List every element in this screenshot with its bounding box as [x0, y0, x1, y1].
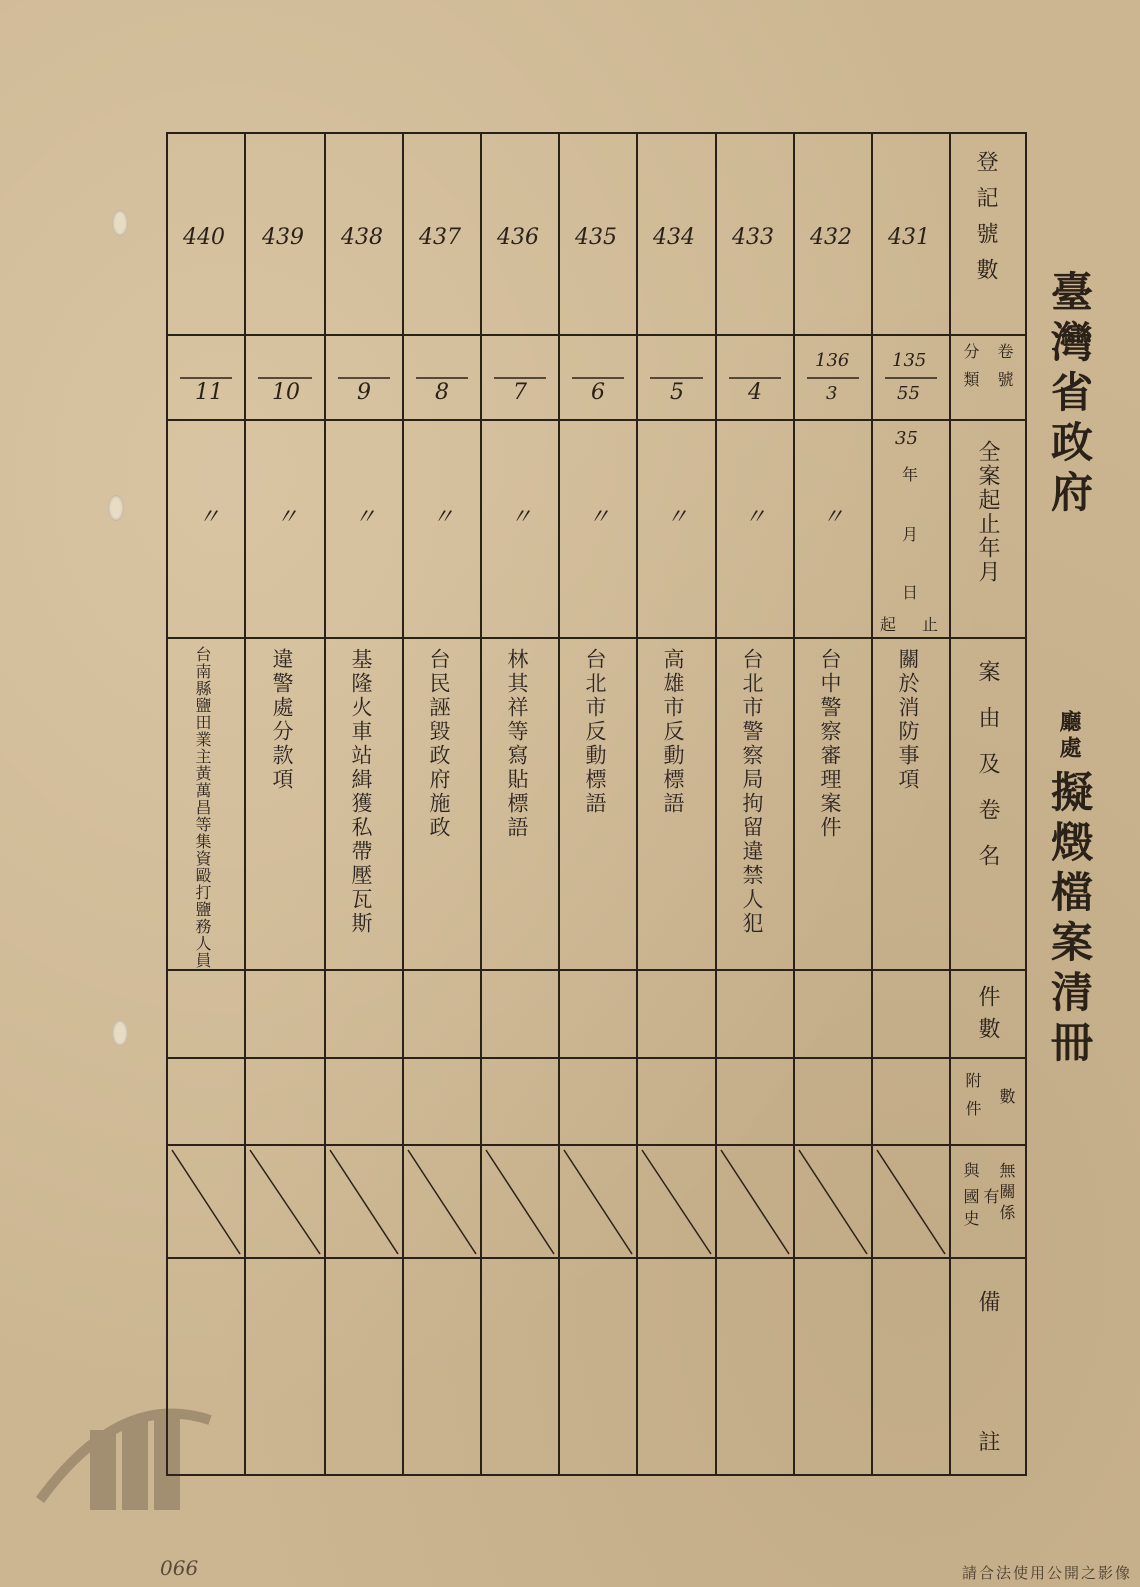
case-name-439: 違警處分款項 [270, 648, 294, 792]
case-name-431: 關於消防事項 [896, 648, 920, 792]
page-number: 066 [160, 1556, 199, 1580]
class-number-437: 8 [435, 380, 449, 405]
class-number-431: 55 [897, 383, 920, 404]
period-434: 〃 [666, 505, 689, 530]
header-history-no: 無關係 [997, 1162, 1016, 1225]
header-case-name: 案由及卷名 [975, 660, 1000, 890]
reg-number-431: 431 [888, 225, 930, 250]
header-count: 件數 [975, 985, 1000, 1049]
period-start-label: 起 [880, 615, 897, 634]
vol-number-432: 136 [815, 350, 850, 371]
header-vol-no: 卷號 [995, 343, 1014, 399]
period-month-label: 月 [902, 525, 919, 544]
period-day-label: 日 [902, 583, 919, 602]
footer-usage-notice: 請合法使用公開之影像 [961, 1564, 1132, 1582]
vol-number-431: 135 [892, 350, 927, 371]
reg-number-437: 437 [419, 225, 461, 250]
header-period: 全案起止年月 [975, 440, 1000, 584]
case-name-440: 台南縣鹽田業主黃萬昌等集資毆打鹽務人員 [193, 646, 212, 969]
case-name-438: 基隆火車站緝獲私帶壓瓦斯 [349, 648, 373, 936]
period-433: 〃 [744, 505, 767, 530]
reg-number-438: 438 [341, 225, 383, 250]
reg-number-439: 439 [262, 225, 304, 250]
reg-number-435: 435 [575, 225, 617, 250]
reg-number-432: 432 [810, 225, 852, 250]
case-name-436: 林其祥等寫貼標語 [505, 648, 529, 840]
reg-number-434: 434 [653, 225, 695, 250]
class-number-434: 5 [670, 380, 684, 405]
class-number-438: 9 [357, 380, 371, 405]
document-subtitle-office: 廳處 [1056, 710, 1082, 762]
case-name-432: 台中警察審理案件 [818, 648, 842, 840]
class-number-440: 11 [195, 380, 223, 405]
reg-number-433: 433 [732, 225, 774, 250]
reg-number-440: 440 [183, 225, 225, 250]
period-year: 35 [895, 428, 918, 449]
case-name-433: 台北市警察局拘留違禁人犯 [740, 648, 764, 936]
header-attach-count: 數 [997, 1088, 1016, 1104]
document-title: 臺灣省政府 [1045, 270, 1094, 520]
class-number-436: 7 [513, 380, 527, 405]
document-subtitle: 擬燬檔案清冊 [1045, 770, 1094, 1070]
case-name-437: 台民誣毀政府施政 [427, 648, 451, 840]
header-history-yes: 有 [981, 1188, 1000, 1204]
header-reg-no: 登記號數 [973, 150, 998, 294]
header-remark-2: 註 [975, 1430, 1000, 1466]
period-year-label: 年 [902, 465, 919, 484]
period-436: 〃 [510, 505, 533, 530]
period-439: 〃 [276, 505, 299, 530]
period-440: 〃 [198, 505, 221, 530]
header-remark-1: 備 [975, 1290, 1000, 1326]
period-438: 〃 [354, 505, 377, 530]
header-class-no: 分類 [961, 343, 980, 399]
period-437: 〃 [432, 505, 455, 530]
period-435: 〃 [588, 505, 611, 530]
header-history-nation: 國史 [961, 1188, 980, 1232]
class-number-433: 4 [748, 380, 762, 405]
period-end-label: 止 [922, 615, 939, 634]
class-number-432: 3 [826, 383, 838, 404]
class-number-439: 10 [272, 380, 300, 405]
case-name-435: 台北市反動標語 [583, 648, 607, 816]
case-name-434: 高雄市反動標語 [661, 648, 685, 816]
class-number-435: 6 [591, 380, 605, 405]
header-attach: 附件 [963, 1072, 982, 1128]
header-history-and: 與 [961, 1162, 980, 1178]
reg-number-436: 436 [497, 225, 539, 250]
archive-watermark-logo [30, 1380, 220, 1520]
period-432: 〃 [822, 505, 845, 530]
